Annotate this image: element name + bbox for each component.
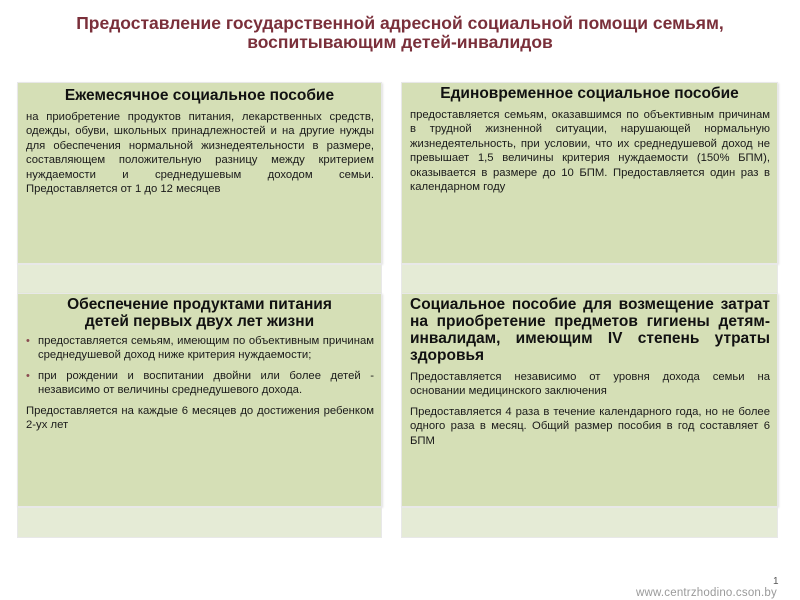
panel-hygiene-benefit-title: Социальное пособие для возмещение затрат на приобретение предметов гигиены детям-инвалидам, имеющим IV степень утраты здоровья bbox=[410, 296, 770, 364]
panel-onetime-benefit-title: Единовременное социальное пособие bbox=[440, 85, 739, 102]
panel-hygiene-benefit-text-2: Предоставляется 4 раза в течение календарного года, но не более одного раза в месяц. Общий размер пособия в год составляет 6 БПМ bbox=[410, 405, 770, 447]
panel-divider-strip bbox=[401, 264, 778, 294]
panel-hygiene-benefit-text-1: Предоставляется независимо от уровня дохода семьи на основании медицинского заключения bbox=[410, 371, 770, 398]
panel-food-provision-title-line-1: Обеспечение продуктами питания bbox=[67, 296, 332, 313]
list-item bbox=[26, 369, 374, 398]
panel-monthly-benefit-title: Ежемесячное социальное пособие bbox=[64, 87, 335, 104]
panel-monthly-benefit-text: на приобретение продуктов питания, лекарственных средств, одежды, обуви, школьных принадлежностей и на другие нужды для обеспечения нормальной жизнедеятельности в размере, составляющем положительную разницу между критерием нуждаемости и среднедушевым доходом семьи. Предоставляется от 1 до 12 месяцев bbox=[26, 111, 374, 196]
bullet-icon: • bbox=[26, 335, 30, 347]
panel-divider-strip bbox=[401, 507, 778, 538]
panel-food-provision-list bbox=[18, 334, 381, 398]
page-title bbox=[0, 14, 800, 52]
panel-food-provision-text: Предоставляется на каждые 6 месяцев до достижения ребенком 2-ух лет bbox=[26, 404, 374, 432]
panel-divider-strip bbox=[17, 507, 382, 538]
list-item bbox=[26, 334, 374, 363]
panel-onetime-benefit bbox=[401, 82, 778, 264]
panel-divider-strip bbox=[17, 264, 382, 294]
website-link[interactable]: www.centrzhodino.cson.by bbox=[636, 587, 777, 599]
bullet-icon: • bbox=[26, 369, 30, 382]
page-number: 1 bbox=[773, 576, 779, 587]
page-title-line-2: воспитывающим детей-инвалидов bbox=[247, 32, 553, 52]
panel-hygiene-benefit bbox=[401, 293, 778, 507]
page-title-line-1: Предоставление государственной адресной социальной помощи семьям, bbox=[76, 13, 724, 33]
panel-food-provision-title bbox=[18, 294, 381, 330]
list-item-text: при рождении и воспитании двойни или более детей - независимо от величины среднедушевого дохода. bbox=[38, 369, 374, 397]
panel-food-provision bbox=[17, 293, 382, 507]
panel-onetime-benefit-text: предоставляется семьям, оказавшимся по объективным причинам в трудной жизненной ситуации, нарушающей нормальную жизнедеятельность, при условии, что их среднедушевой доход не превышает 1,5 величины критерия нуждаемости (150% БПМ), оказывается в размере до 10 БПМ. Предоставляется один раз в календарном году bbox=[410, 109, 770, 194]
panel-monthly-benefit bbox=[17, 82, 382, 264]
panel-food-provision-title-line-2: детей первых двух лет жизни bbox=[84, 313, 315, 330]
list-item-text: предоставляется семьям, имеющим по объективным причинам среднедушевой доход ниже критерия нуждаемости; bbox=[38, 335, 374, 362]
